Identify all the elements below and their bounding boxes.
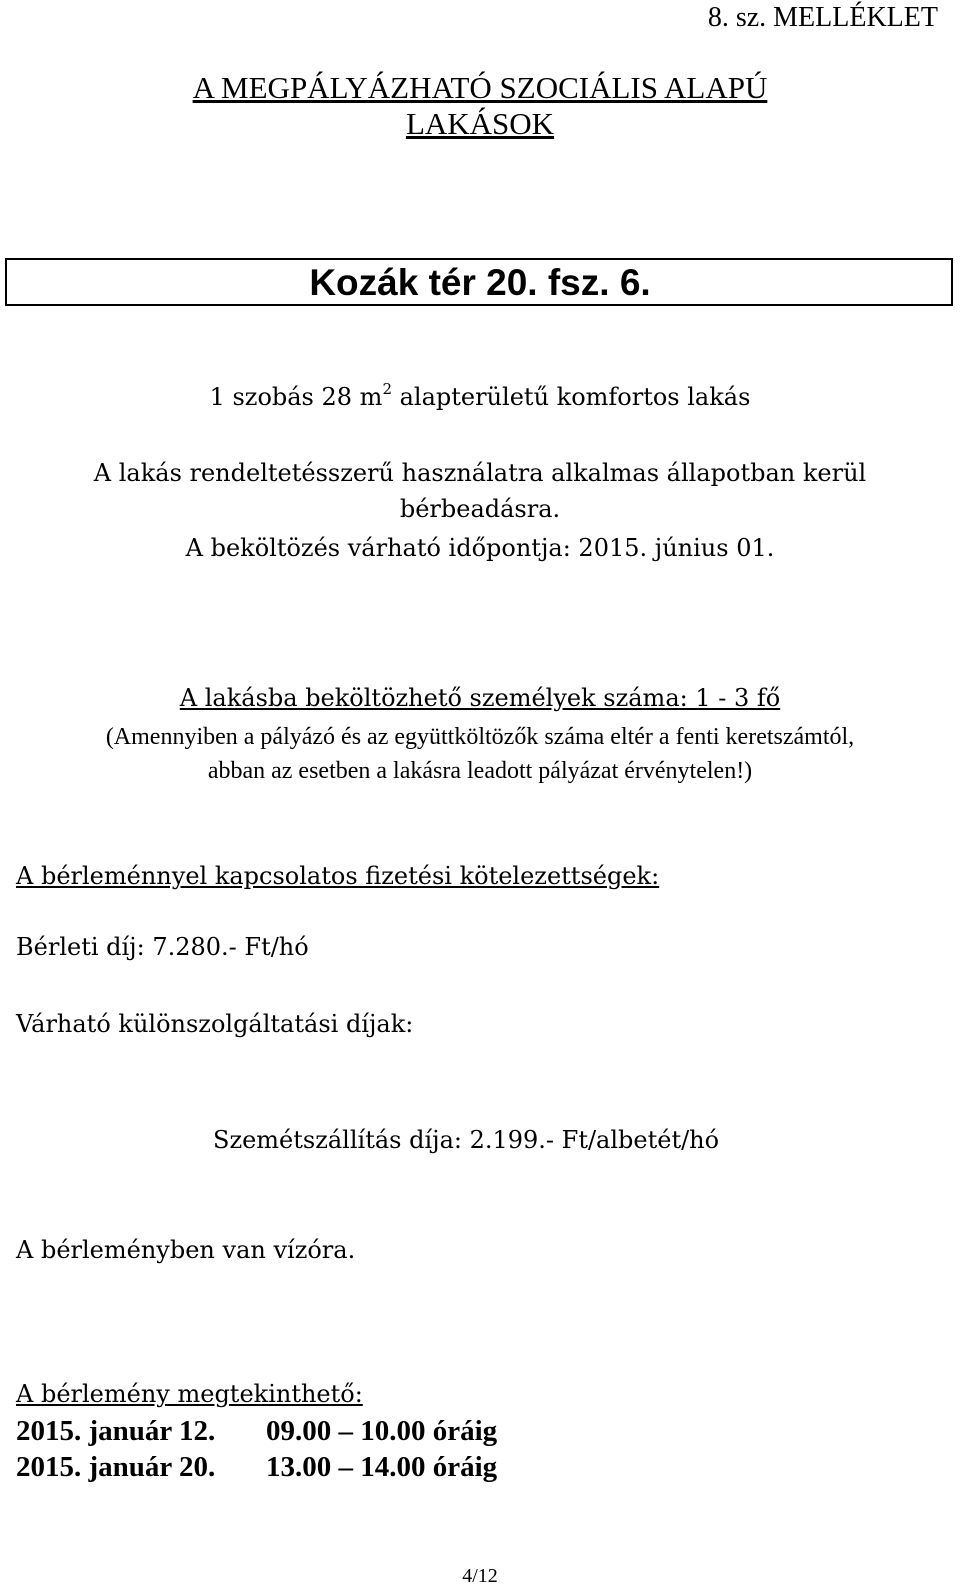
document-title bbox=[0, 70, 960, 142]
rooms-suffix: alapterületű komfortos lakás bbox=[391, 383, 751, 411]
viewing-time: 13.00 – 14.00 óráig bbox=[266, 1451, 498, 1483]
viewing-slot bbox=[16, 1449, 497, 1485]
title-line-1: A MEGPÁLYÁZHATÓ SZOCIÁLIS ALAPÚ bbox=[192, 70, 768, 105]
title-line-2: LAKÁSOK bbox=[405, 106, 555, 141]
garbage-fee: Szemétszállítás díja: 2.199.- Ft/albetét/hó bbox=[213, 1126, 720, 1154]
apartment-address: Kozák tér 20. fsz. 6. bbox=[309, 262, 651, 303]
viewing-time: 09.00 – 10.00 óráig bbox=[266, 1415, 498, 1447]
viewing-heading: A bérlemény megtekinthető: bbox=[16, 1380, 363, 1408]
services-heading: Várható különszolgáltatási díjak: bbox=[16, 1010, 414, 1038]
viewing-date: 2015. január 20. bbox=[16, 1451, 216, 1483]
viewing-date: 2015. január 12. bbox=[16, 1415, 216, 1447]
page-number: 4/12 bbox=[462, 1565, 498, 1587]
condition-line-1: A lakás rendeltetésszerű használatra alkalmas állapotban kerül bbox=[93, 459, 867, 487]
persons-note-line-1: (Amennyiben a pályázó és az együttköltözők száma eltér a fenti keretszámtól, bbox=[105, 724, 855, 750]
area-superscript: 2 bbox=[382, 380, 392, 398]
rent-fee: Bérleti díj: 7.280.- Ft/hó bbox=[16, 933, 309, 961]
condition-line-2: bérbeadásra. bbox=[399, 495, 561, 523]
persons-heading: A lakásba beköltözhető személyek száma: 1 - 3 fő bbox=[179, 684, 781, 712]
apartment-size-line bbox=[0, 380, 960, 411]
condition-text bbox=[0, 455, 960, 527]
viewing-slot bbox=[16, 1413, 497, 1449]
viewing-slots bbox=[16, 1413, 497, 1485]
persons-note-line-2: abban az esetben a lakásra leadott pályázat érvénytelen!) bbox=[207, 758, 753, 784]
move-in-date: A beköltözés várható időpontja: 2015. június 01. bbox=[185, 534, 775, 562]
annex-label: 8. sz. MELLÉKLET bbox=[707, 2, 938, 33]
water-meter-note: A bérleményben van vízóra. bbox=[16, 1236, 356, 1264]
obligations-heading: A bérleménnyel kapcsolatos fizetési kötelezettségek: bbox=[16, 862, 660, 890]
rooms-text: 1 szobás 28 m bbox=[209, 383, 383, 411]
persons-note bbox=[0, 720, 960, 788]
